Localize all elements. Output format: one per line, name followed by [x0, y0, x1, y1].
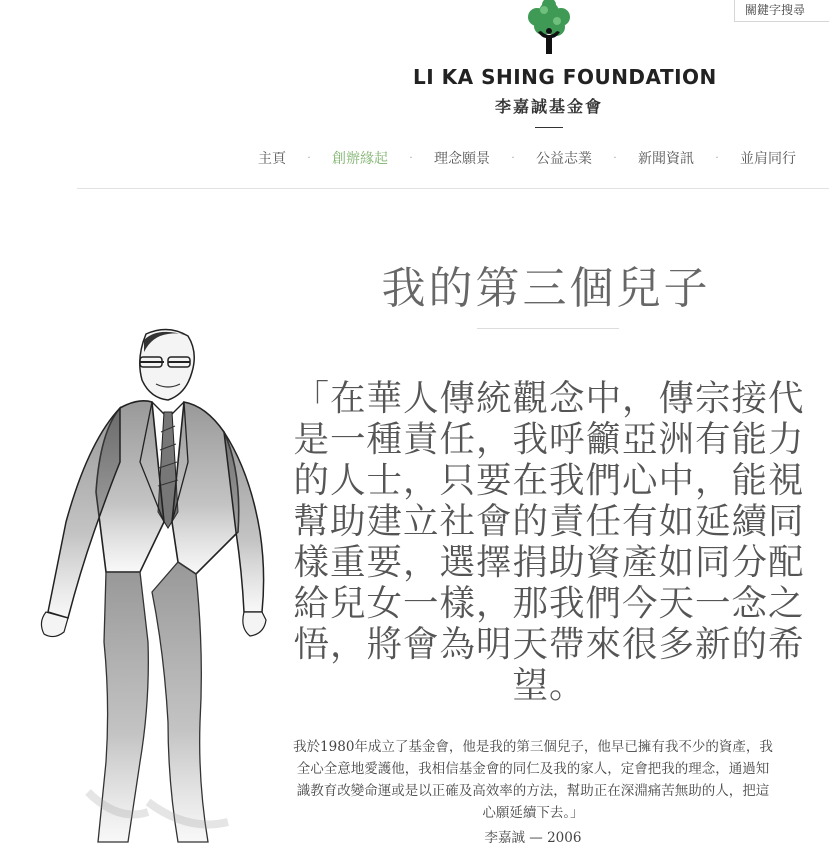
nav-item-founding[interactable]: 創辦緣起: [332, 151, 388, 167]
founder-statement: 我於1980年成立了基金會，他是我的第三個兒子，他早已擁有我不少的資產，我全心全意地愛護他，我相信基金會的同仁及我的家人，定會把我的理念，通過知識教育改變命運或是以正確及高效率的方法，幫助正在深淵痛苦無助的人，把這心願延續下去。」: [293, 739, 773, 821]
search-placeholder: 關鍵字搜尋: [745, 3, 806, 17]
main-nav: [258, 148, 796, 168]
founder-quote: 「在華人傳統觀念中，傳宗接代是一種責任，我呼籲亞洲有能力的人士，只要在我們心中，能視幫助建立社會的責任有如延續同樣重要，選擇捐助資產如同分配給兒女一樣，那我們今天一念之悟，將會為明天帶來很多新的希望。: [293, 378, 805, 706]
nav-item-news[interactable]: 新聞資訊: [638, 151, 694, 167]
page-title: 我的第三個兒子: [381, 263, 711, 314]
nav-separator: ·: [409, 152, 413, 164]
nav-separator: ·: [613, 152, 617, 164]
nav-item-philanthropy[interactable]: 公益志業: [536, 151, 592, 167]
brand-divider: [535, 127, 563, 128]
nav-item-partnership[interactable]: 並肩同行: [740, 151, 796, 167]
search-input[interactable]: [734, 0, 829, 22]
nav-separator: ·: [715, 152, 719, 164]
nav-item-vision[interactable]: 理念願景: [434, 151, 490, 167]
brand-name-english[interactable]: LI KA SHING FOUNDATION: [413, 65, 717, 89]
header-divider: [77, 188, 829, 189]
signature: 李嘉誠 — 2006: [484, 830, 582, 846]
nav-separator: ·: [511, 152, 515, 164]
tree-person-logo-icon[interactable]: [520, 0, 578, 58]
nav-item-home[interactable]: 主頁: [258, 151, 286, 167]
founder-illustration: [28, 322, 278, 854]
title-divider: [477, 328, 619, 329]
brand-name-chinese[interactable]: 李嘉誠基金會: [494, 97, 603, 116]
nav-separator: ·: [307, 152, 311, 164]
